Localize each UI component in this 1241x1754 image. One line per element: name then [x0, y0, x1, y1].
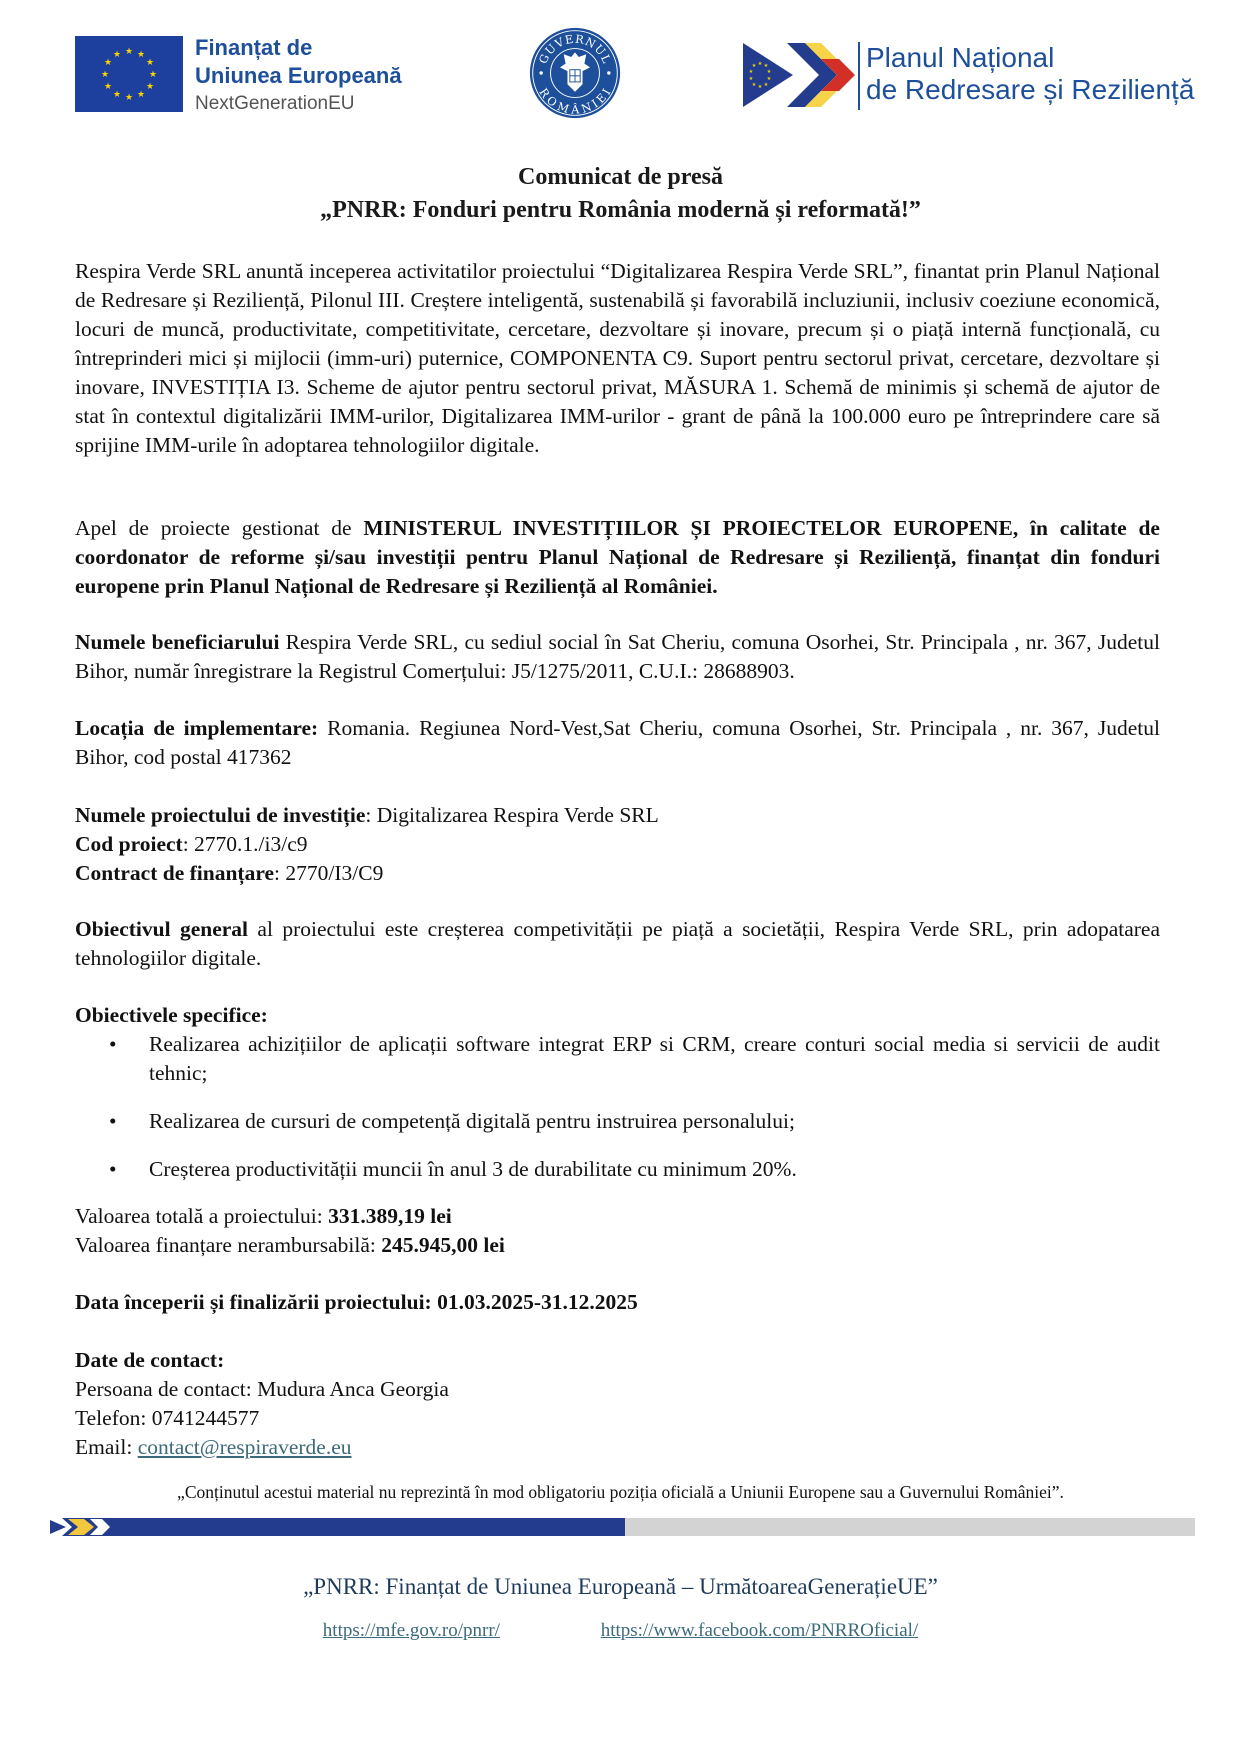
valoare-finantare-label: Valoarea finanțare nerambursabilă: — [75, 1233, 382, 1257]
list-item — [105, 1155, 1160, 1184]
intro-text: Respira Verde SRL anuntă inceperea activitatilor proiectului “Digitalizarea Respira Verde SRL”, finantat prin Planul Național de Redresare și Reziliență, Pilonul III. Creștere inteligentă, sustenabilă și favorabilă incluziunii, inclusiv coeziune economică, locuri de muncă, productivitate, competitivitate, cercetare, dezvoltare și inovare, precum și o piață internă funcțională, cu întreprinderi mici și mijlocii (imm-uri) puternice, COMPONENTA C9. Suport pentru sectorul privat, cercetare, dezvoltare și inovare, INVESTIȚIA I3. Scheme de ajutor pentru sectorul privat, MĂSURA 1. Schemă de minimis și schemă de ajutor de stat în contextul digitalizării IMM-urilor, Digitalizarea IMM-urilor - grant de până la 100.000 euro pe întreprindere care să sprijine IMM-urile în adoptarea tehnologiilor digitale. — [75, 259, 1160, 457]
svg-text:★: ★ — [766, 69, 772, 75]
footer-slogan: „PNRR: Finanțat de Uniunea Europeană – UrmătoareaGenerațieUE” — [303, 1574, 938, 1599]
data-proiect — [75, 1288, 1160, 1317]
contact-telefon: Telefon: 0741244577 — [75, 1406, 260, 1430]
bullet-icon: • — [109, 1109, 117, 1133]
svg-text:★: ★ — [766, 76, 772, 82]
svg-text:★: ★ — [100, 70, 110, 80]
page-subtitle: „PNRR: Fonduri pentru România modernă și reformată!” — [320, 197, 921, 223]
svg-text:★: ★ — [751, 82, 757, 88]
locatie-label: Locația de implementare: — [75, 716, 319, 740]
apel-paragraph — [75, 514, 1160, 601]
seal-bottom-text: ROMÂNIEI — [536, 85, 614, 117]
proiect-value: : Digitalizarea Respira Verde SRL — [365, 803, 659, 827]
svg-text:★: ★ — [763, 63, 769, 69]
pnrr-arrows-icon — [743, 43, 855, 107]
eu-funding-label — [195, 34, 402, 118]
svg-text:★: ★ — [136, 50, 146, 60]
svg-text:★: ★ — [145, 58, 155, 68]
eu-stars-icon — [75, 36, 183, 112]
eu-logo-line3: NextGenerationEU — [195, 93, 355, 114]
apel-prefix: Apel de proiecte gestionat de — [75, 516, 364, 540]
beneficiar-value: Respira Verde SRL, cu sediul social în Sat Cheriu, comuna Osorhei, Str. Principala , nr. 367, Judetul Bihor, număr înregistrare la Registrul Comerțului: J5/1275/2011, C.U.I.: 28688903. — [75, 630, 1160, 683]
data-proiect-text: Data începerii și finalizării proiectului: 01.03.2025-31.12.2025 — [75, 1290, 638, 1314]
eu-logo-line1: Finanțat de — [195, 35, 313, 60]
beneficiar-paragraph — [75, 628, 1160, 686]
footer-arrows-icon — [50, 1518, 130, 1536]
list-item-text: Creșterea productivității muncii în anul 3 de durabilitate cu minimum 20%. — [149, 1157, 797, 1181]
locatie-paragraph — [75, 714, 1160, 772]
footer-bar-blue — [50, 1518, 625, 1536]
svg-text:★: ★ — [751, 63, 757, 69]
contract-label: Contract de finanțare — [75, 861, 275, 885]
svg-text:★: ★ — [136, 90, 146, 100]
pnrr-divider — [858, 42, 860, 110]
list-item — [105, 1030, 1160, 1088]
contact-label: Date de contact: — [75, 1348, 225, 1372]
cod-label: Cod proiect — [75, 832, 183, 856]
bullet-icon: • — [109, 1032, 117, 1056]
page-title: Comunicat de presă — [518, 164, 723, 190]
pnrr-logo-line1: Planul Național — [866, 42, 1055, 73]
obiectiv-general-value: al proiectului este creșterea competivității pe piață a societății, Respira Verde SRL, prin adopatarea tehnologiilor digitale. — [75, 917, 1160, 970]
svg-text:★: ★ — [763, 82, 769, 88]
seal-top-text: GUVERNUL — [536, 32, 614, 66]
apel-ministry: MINISTERUL INVESTIȚIILOR ȘI PROIECTELOR EUROPENE, în calitate de coordonator de reforme și/sau investiții pentru Planul Național de Redresare și Reziliență, finanțat din fonduri europene prin Planul Național de Redresare și Reziliență al României. — [75, 516, 1160, 598]
svg-text:★: ★ — [124, 93, 134, 103]
bullet-icon: • — [109, 1157, 117, 1181]
footer-links — [0, 1620, 1241, 1642]
footer-bar-grey — [625, 1518, 1195, 1536]
svg-text:★: ★ — [124, 47, 134, 57]
pnrr-logo-label — [866, 42, 1194, 106]
project-info — [75, 801, 1160, 888]
cod-value: : 2770.1./i3/c9 — [182, 832, 308, 856]
eu-flag-icon — [75, 36, 183, 112]
intro-paragraph — [75, 257, 1160, 460]
obiective-specifice-heading — [75, 1001, 1160, 1030]
obiectiv-general-label: Obiectivul general — [75, 917, 249, 941]
obiective-specifice-list — [105, 1030, 1160, 1203]
contact-email-label: Email: — [75, 1435, 138, 1459]
svg-text:★: ★ — [112, 90, 122, 100]
footer-color-bar — [50, 1518, 1195, 1536]
svg-text:★: ★ — [148, 70, 158, 80]
obiectiv-general-paragraph — [75, 915, 1160, 973]
valoare-finantare-value: 245.945,00 lei — [381, 1233, 505, 1257]
svg-text:★: ★ — [748, 69, 754, 75]
contact-section — [75, 1346, 1160, 1462]
contact-email-link[interactable]: contact@respiraverde.eu — [137, 1435, 352, 1459]
list-item-text: Realizarea de cursuri de competență digitală pentru instruirea personalului; — [149, 1109, 795, 1133]
valoare-totala-value: 331.389,19 lei — [328, 1204, 452, 1228]
list-item-text: Realizarea achizițiilor de aplicații software integrat ERP si CRM, creare conturi social media si servicii de audit tehnic; — [149, 1032, 1160, 1085]
svg-text:★: ★ — [112, 50, 122, 60]
beneficiar-label: Numele beneficiarului — [75, 630, 280, 654]
proiect-label: Numele proiectului de investiție — [75, 803, 366, 827]
valori-proiect — [75, 1202, 1160, 1260]
list-item — [105, 1107, 1160, 1136]
link-facebook-pnrr[interactable]: https://www.facebook.com/PNRROficial/ — [600, 1620, 919, 1641]
guvernul-romaniei-seal-icon — [528, 26, 622, 120]
link-mfe-pnrr[interactable]: https://mfe.gov.ro/pnrr/ — [322, 1620, 500, 1641]
svg-text:★: ★ — [757, 61, 763, 67]
disclaimer-text: „Conținutul acestui material nu reprezintă în mod obligatoriu poziția oficială a Uniunii Europene sau a Guvernului României”. — [177, 1482, 1064, 1502]
eu-logo-line2: Uniunea Europeană — [195, 63, 402, 88]
contract-value: : 2770/I3/C9 — [274, 861, 384, 885]
pnrr-logo-line2: de Redresare și Reziliență — [866, 74, 1195, 105]
svg-text:★: ★ — [757, 84, 763, 90]
obiective-specifice-label: Obiectivele specifice: — [75, 1003, 268, 1027]
valoare-totala-label: Valoarea totală a proiectului: — [75, 1204, 329, 1228]
svg-text:★: ★ — [103, 58, 113, 68]
svg-text:★: ★ — [748, 76, 754, 82]
svg-text:★: ★ — [103, 82, 113, 92]
locatie-value: Romania. Regiunea Nord-Vest,Sat Cheriu, comuna Osorhei, Str. Principala , nr. 367, Judetul Bihor, cod postal 417362 — [75, 716, 1160, 769]
svg-text:★: ★ — [145, 82, 155, 92]
contact-persoana: Persoana de contact: Mudura Anca Georgia — [75, 1377, 449, 1401]
